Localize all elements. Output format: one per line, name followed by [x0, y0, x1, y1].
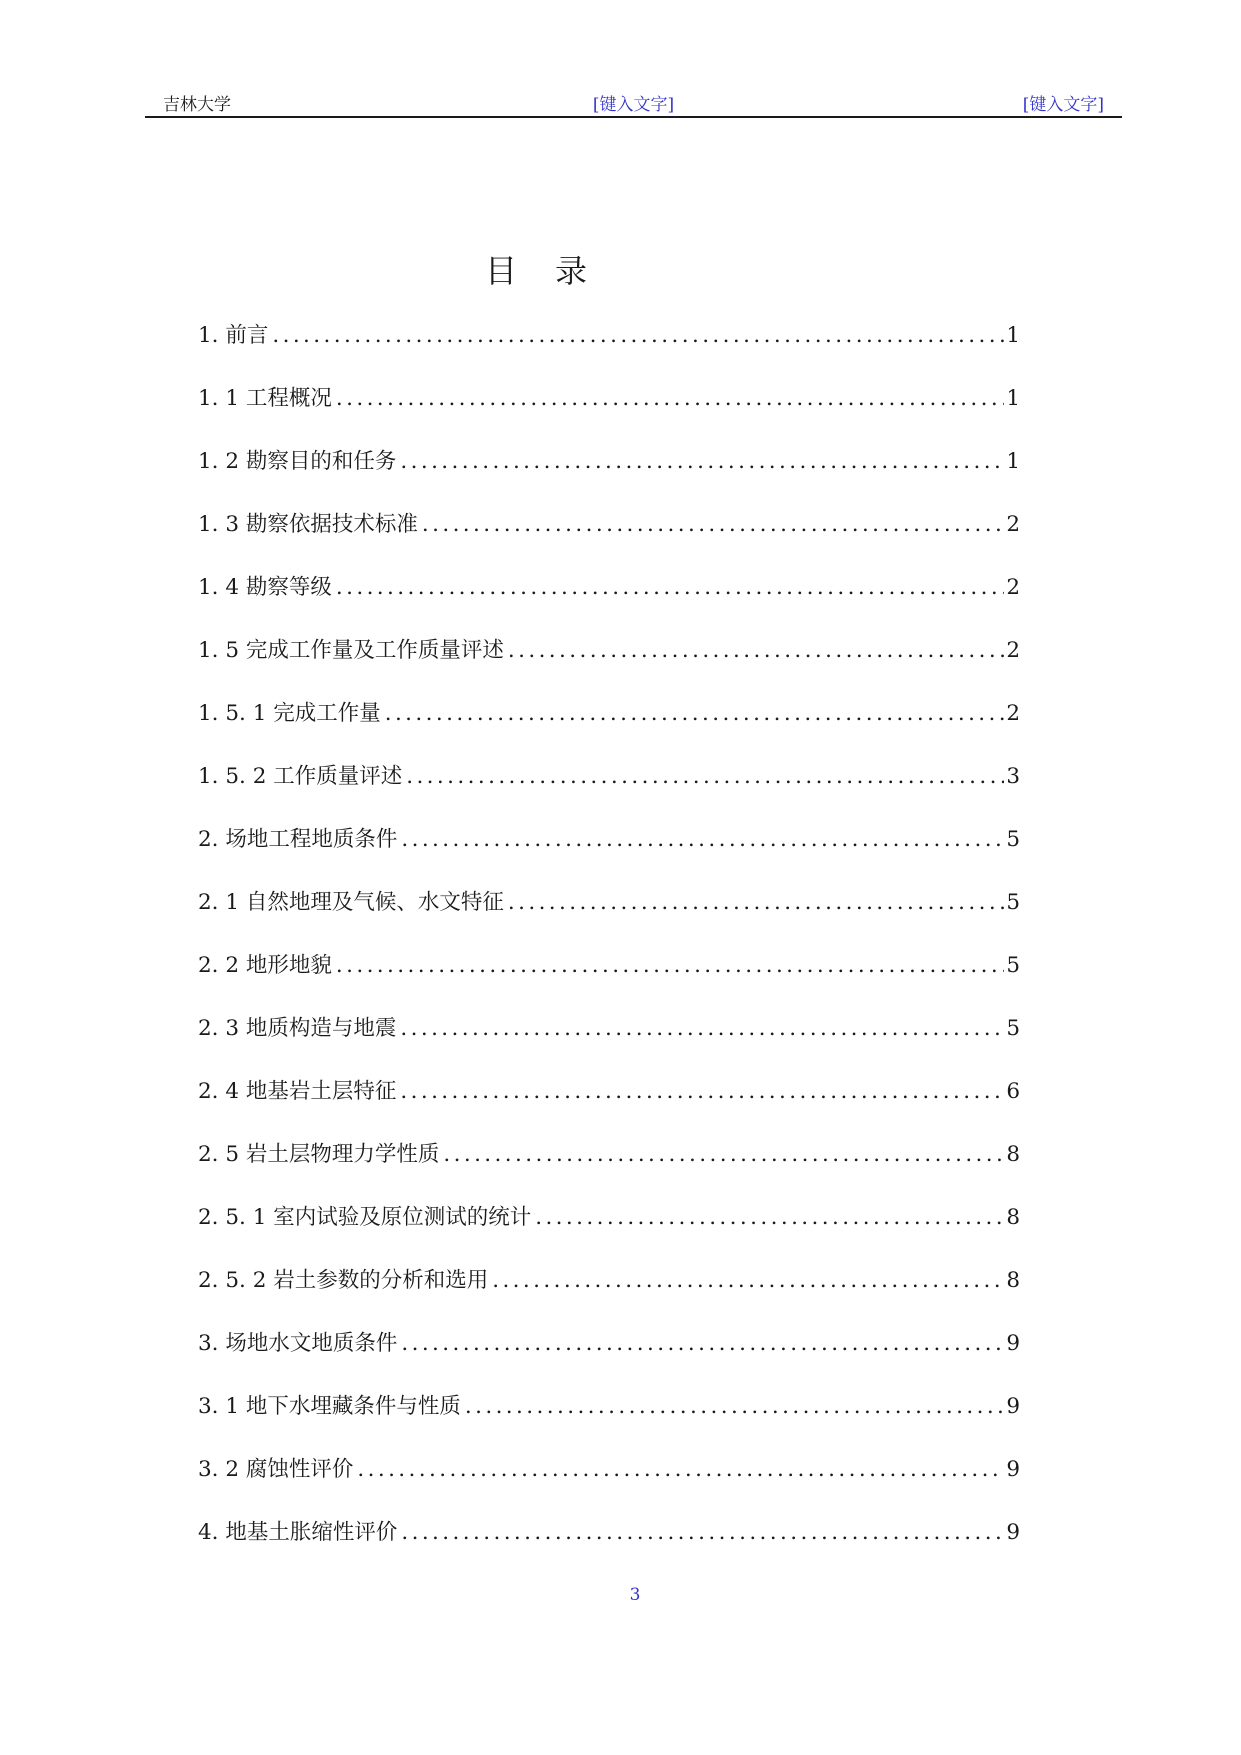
toc-entry[interactable]: [198, 1011, 1020, 1074]
toc-dot-leader: [401, 1515, 1004, 1551]
toc-entry[interactable]: [198, 1389, 1020, 1452]
toc-entry-page: 5: [1006, 890, 1020, 915]
toc-entry[interactable]: [198, 1263, 1020, 1326]
toc-entry-page: 8: [1006, 1205, 1020, 1230]
toc-entry-label: 2. 1 自然地理及气候、水文特征: [198, 890, 504, 915]
header-center-placeholder: [键入文字]: [592, 95, 675, 115]
toc-dot-leader: [443, 1137, 1004, 1173]
toc-entry-page: 1: [1006, 323, 1020, 348]
toc-entry-label: 2. 2 地形地貌: [198, 953, 332, 978]
toc-entry-page: 8: [1006, 1268, 1020, 1293]
toc-entry-page: 5: [1006, 1016, 1020, 1041]
toc-entry-page: 2: [1006, 701, 1020, 726]
header-right-placeholder: [键入文字]: [1022, 95, 1104, 115]
toc-entry-label: 1. 3 勘察依据技术标准: [198, 512, 418, 537]
toc-entry-page: 1: [1006, 449, 1020, 474]
toc-entry[interactable]: [198, 1515, 1020, 1578]
toc-entry[interactable]: [198, 759, 1020, 822]
toc-entry[interactable]: [198, 570, 1020, 633]
toc-entry[interactable]: [198, 633, 1020, 696]
toc-entry[interactable]: [198, 822, 1020, 885]
toc-entry[interactable]: [198, 1452, 1020, 1515]
toc-dot-leader: [465, 1389, 1004, 1425]
toc-entry-label: 2. 场地工程地质条件: [198, 827, 398, 852]
toc-dot-leader: [400, 444, 1004, 480]
toc-entry-page: 6: [1006, 1079, 1020, 1104]
table-of-contents: [198, 318, 1020, 1578]
toc-entry-label: 4. 地基土胀缩性评价: [198, 1520, 398, 1545]
toc-dot-leader: [508, 885, 1004, 921]
toc-entry-label: 1. 前言: [198, 323, 269, 348]
toc-entry-label: 1. 2 勘察目的和任务: [198, 449, 397, 474]
toc-entry-page: 8: [1006, 1142, 1020, 1167]
toc-dot-leader: [535, 1200, 1004, 1236]
toc-entry-page: 5: [1006, 827, 1020, 852]
toc-entry-page: 9: [1006, 1457, 1020, 1482]
toc-entry-label: 2. 5. 1 室内试验及原位测试的统计: [198, 1205, 532, 1230]
toc-entry-page: 9: [1006, 1331, 1020, 1356]
toc-entry-label: 2. 3 地质构造与地震: [198, 1016, 397, 1041]
toc-entry-page: 9: [1006, 1520, 1020, 1545]
toc-entry[interactable]: [198, 444, 1020, 507]
toc-entry[interactable]: [198, 885, 1020, 948]
toc-dot-leader: [422, 507, 1004, 543]
toc-dot-leader: [492, 1263, 1004, 1299]
toc-dot-leader: [401, 1326, 1004, 1362]
toc-entry-label: 3. 场地水文地质条件: [198, 1331, 398, 1356]
toc-entry[interactable]: [198, 507, 1020, 570]
toc-entry[interactable]: [198, 696, 1020, 759]
toc-entry-label: 1. 5 完成工作量及工作质量评述: [198, 638, 504, 663]
toc-dot-leader: [336, 381, 1004, 417]
toc-entry[interactable]: [198, 381, 1020, 444]
toc-dot-leader: [357, 1452, 1004, 1488]
toc-entry-label: 3. 2 腐蚀性评价: [198, 1457, 354, 1482]
toc-dot-leader: [406, 759, 1004, 795]
toc-entry-page: 2: [1006, 512, 1020, 537]
toc-entry-label: 2. 5 岩土层物理力学性质: [198, 1142, 440, 1167]
toc-entry-label: 3. 1 地下水埋藏条件与性质: [198, 1394, 461, 1419]
toc-entry-page: 2: [1006, 575, 1020, 600]
header-left-text: 吉林大学: [163, 95, 231, 115]
toc-entry-label: 2. 4 地基岩土层特征: [198, 1079, 397, 1104]
toc-dot-leader: [336, 948, 1004, 984]
toc-entry-label: 2. 5. 2 岩土参数的分析和选用: [198, 1268, 489, 1293]
toc-entry[interactable]: [198, 1200, 1020, 1263]
toc-entry-page: 5: [1006, 953, 1020, 978]
toc-dot-leader: [508, 633, 1004, 669]
page-number: 3: [629, 1585, 641, 1605]
toc-dot-leader: [400, 1074, 1004, 1110]
toc-entry[interactable]: [198, 1074, 1020, 1137]
toc-entry-page: 1: [1006, 386, 1020, 411]
toc-entry[interactable]: [198, 1326, 1020, 1389]
toc-entry-page: 9: [1006, 1394, 1020, 1419]
toc-dot-leader: [401, 822, 1004, 858]
toc-dot-leader: [385, 696, 1005, 732]
toc-entry-label: 1. 4 勘察等级: [198, 575, 332, 600]
toc-dot-leader: [336, 570, 1004, 606]
toc-dot-leader: [400, 1011, 1004, 1047]
toc-entry[interactable]: [198, 318, 1020, 381]
toc-entry-label: 1. 5. 2 工作质量评述: [198, 764, 403, 789]
toc-entry-page: 2: [1006, 638, 1020, 663]
toc-entry[interactable]: [198, 1137, 1020, 1200]
toc-entry-label: 1. 5. 1 完成工作量: [198, 701, 381, 726]
toc-title: 目录: [484, 252, 625, 290]
toc-entry-label: 1. 1 工程概况: [198, 386, 332, 411]
page-header: [145, 86, 1122, 118]
toc-dot-leader: [272, 318, 1004, 354]
toc-entry[interactable]: [198, 948, 1020, 1011]
toc-entry-page: 3: [1006, 764, 1020, 789]
